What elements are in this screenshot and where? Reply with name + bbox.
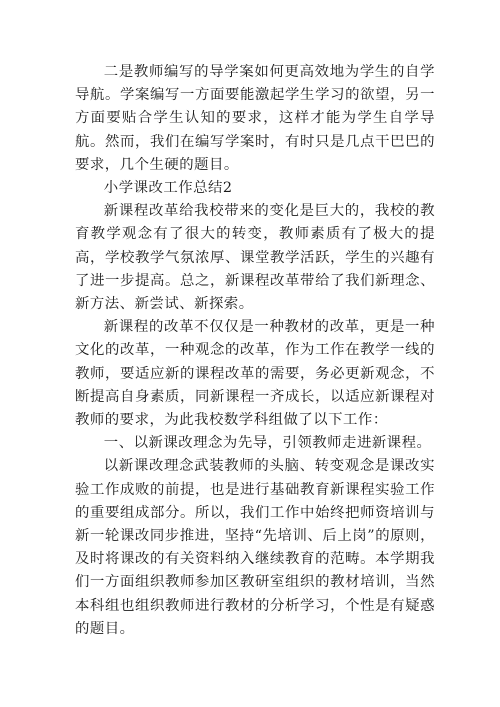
document-body — [75, 61, 435, 641]
subheading-one: 一、以新课改理念为先导，引领教师走进新课程。 — [103, 435, 432, 452]
paragraph-training: 以新课改理念武装教师的头脑、转变观念是课改实验工作成败的前提，也是进行基础教育新课程实验工作的重要组成部分。所以，我们工作中始终把师资培训与新一轮课改同步推进，坚持“先培训、后上岗”的原则，及时将课改的有关资料纳入继续教育的范畴。本学期我们一方面组织教师参加区教研室组织的教材培训，当然本科组也组织教师进行教材的分析学习，个性是有疑惑的题目。 — [75, 458, 435, 637]
paragraph-intro: 二是教师编写的导学案如何更高效地为学生的自学导航。学案编写一方面要能激起学生学习的欲望，另一方面要贴合学生认知的要求，这样才能为学生自学导航。然而，我们在编写学案时，有时只是几点干巴巴的要求，几个生硬的题目。 — [75, 64, 435, 173]
paragraph-reform: 新课程的改革不仅仅是一种教材的改革，更是一种文化的改革，一种观念的改革，作为工作在教学一线的教师，要适应新的课程改革的需要，务必更新观念，不断提高自身素质，同新课程一齐成长，以适应新课程对教师的要求，为此我校数学科组做了以下工作： — [75, 319, 435, 429]
section-heading: 小学课改工作总结2 — [103, 180, 233, 197]
paragraph-changes: 新课程改革给我校带来的变化是巨大的，我校的教育教学观念有了很大的转变，教师素质有了极大的提高，学校教学气氛浓厚、课堂教学活跃，学生的兴趣有了进一步提高。总之，新课程改革带给了我们新理念、新方法、新尝试、新探索。 — [75, 203, 435, 313]
